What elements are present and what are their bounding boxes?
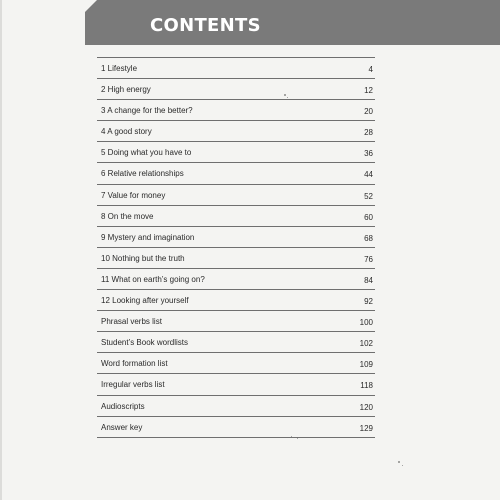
toc-entry-title: 2 High energy [101, 85, 151, 95]
toc-page-number: 52 [364, 191, 373, 201]
toc-entry-title: Answer key [101, 422, 143, 432]
toc-entry-title: Irregular verbs list [101, 380, 165, 390]
toc-entry-title: 7 Value for money [101, 190, 166, 200]
paper-speck [287, 97, 288, 98]
toc-row [97, 248, 375, 269]
toc-entry-title: Word formation list [101, 359, 168, 369]
paper-speck [398, 461, 400, 463]
toc-entry-title: 9 Mystery and imagination [101, 232, 195, 242]
toc-entry-title: 5 Doing what you have to [101, 148, 192, 158]
toc-row [97, 79, 375, 100]
toc-page-number: 60 [364, 212, 373, 222]
toc-entry-title: 8 On the move [101, 211, 154, 221]
page-edge-shadow [0, 0, 2, 500]
toc-row [97, 396, 375, 417]
paper-speck [291, 436, 292, 437]
toc-page-number: 76 [364, 254, 373, 264]
toc-row [97, 353, 375, 374]
toc-row [97, 100, 375, 121]
toc-entry-title: Audioscripts [101, 401, 145, 411]
toc-page-number: 120 [359, 402, 373, 412]
toc-page-number: 36 [364, 149, 373, 159]
toc-row [97, 185, 375, 206]
toc-row [97, 332, 375, 353]
toc-entry-title: 4 A good story [101, 127, 152, 137]
paper-speck [297, 438, 298, 439]
toc-entry-title: 11 What on earth’s going on? [101, 274, 205, 284]
toc-entry-title: 10 Nothing but the truth [101, 253, 185, 263]
toc-page-number: 84 [364, 275, 373, 285]
toc-row [97, 290, 375, 311]
paper-speck [284, 94, 286, 96]
toc-page-number: 102 [359, 339, 373, 349]
toc-row [97, 121, 375, 142]
contents-table [97, 57, 375, 438]
toc-page-number: 100 [359, 318, 373, 328]
page-title: CONTENTS [150, 15, 261, 36]
toc-row [97, 227, 375, 248]
toc-row [97, 417, 375, 438]
toc-row [97, 58, 375, 79]
header-band [85, 0, 500, 45]
toc-row [97, 163, 375, 184]
toc-row [97, 206, 375, 227]
toc-page-number: 68 [364, 233, 373, 243]
toc-page-number: 129 [359, 423, 373, 433]
toc-row [97, 374, 375, 395]
header-corner-notch [85, 0, 97, 12]
toc-page-number: 4 [368, 65, 373, 74]
toc-page-number: 28 [364, 128, 373, 138]
toc-page-number: 44 [364, 170, 373, 180]
toc-page-number: 92 [364, 297, 373, 307]
toc-entry-title: 12 Looking after yourself [101, 296, 189, 306]
toc-page-number: 109 [359, 360, 373, 370]
toc-entry-title: 3 A change for the better? [101, 106, 193, 116]
paper-speck [402, 465, 403, 466]
toc-entry-title: 1 Lifestyle [101, 64, 138, 73]
toc-row [97, 269, 375, 290]
toc-entry-title: Student’s Book wordlists [101, 338, 189, 348]
toc-row [97, 311, 375, 332]
toc-row [97, 142, 375, 163]
toc-page-number: 12 [364, 86, 373, 96]
toc-page-number: 20 [364, 107, 373, 117]
toc-page-number: 118 [360, 381, 373, 391]
toc-entry-title: 6 Relative relationships [101, 169, 184, 179]
toc-entry-title: Phrasal verbs list [101, 317, 162, 327]
